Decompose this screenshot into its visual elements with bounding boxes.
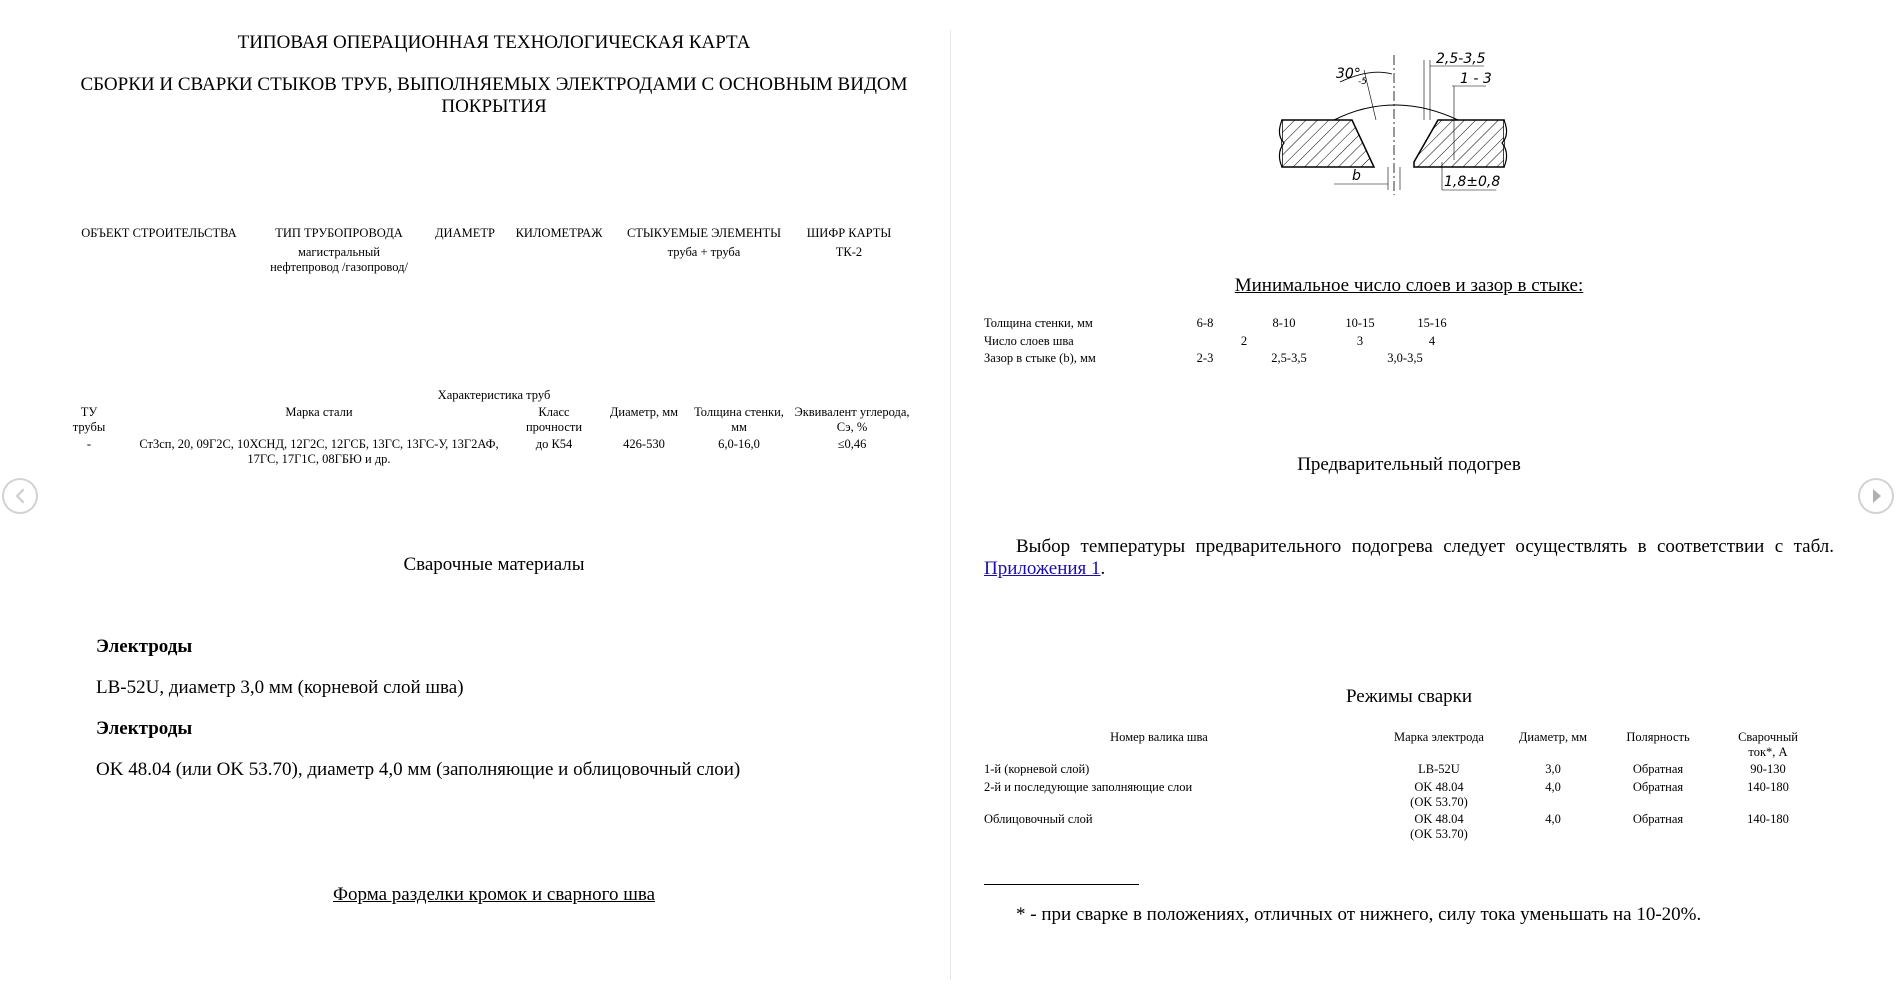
- row-label-layers: Число слоев шва: [984, 334, 1074, 348]
- row3-current: 140-180: [1747, 812, 1789, 826]
- gap-value-3: 3,0-3,5: [1387, 351, 1423, 365]
- electrodes-label-2: Электроды: [96, 718, 193, 739]
- col-pipe-diameter: Диаметр, мм: [609, 405, 679, 419]
- cell-tu: -: [86, 437, 92, 451]
- cell-wall-thickness: 6,0-16,0: [718, 437, 760, 451]
- weld-joint-drawing: [1274, 50, 1514, 200]
- col-steel-grade: Марка стали: [285, 405, 353, 419]
- footnote: * - при сварке в положениях, отличных от нижнего, силу тока уменьшать на 10-20%.: [1016, 904, 1702, 925]
- col-card-code: ШИФР КАРТЫ: [806, 226, 892, 240]
- row2-current: 140-180: [1747, 780, 1789, 794]
- cell-carbon-equivalent: ≤0,46: [837, 437, 867, 451]
- row-label-thickness: Толщина стенки, мм: [984, 316, 1093, 330]
- row2-bead: 2-й и последующие заполняющие слои: [984, 780, 1193, 794]
- col-pipeline-type: ТИП ТРУБОПРОВОДА: [275, 226, 403, 240]
- left-page: [64, 0, 924, 984]
- cell-pipe-diameter: 426-530: [623, 437, 665, 451]
- row1-polarity: Обратная: [1632, 762, 1684, 776]
- gap-value-2: 2,5-3,5: [1271, 351, 1307, 365]
- col-object: ОБЪЕКТ СТРОИТЕЛЬСТВА: [81, 226, 237, 240]
- cell-steel-grade: Ст3сп, 20, 09Г2С, 10ХСНД, 12Г2С, 12ГСБ, 13ГС, 13ГС-У, 13Г2АФ, 17ГС, 17Г1С, 08ГБЮ и др.: [139, 437, 499, 466]
- pipe-char-caption: Характеристика труб: [437, 388, 551, 402]
- cell-strength-class: до К54: [535, 437, 573, 451]
- row3-bead: Облицовочный слой: [984, 812, 1093, 826]
- angle-tolerance-label: -5: [1358, 77, 1367, 87]
- col-wall-thickness: Толщина стенки, мм: [694, 405, 784, 434]
- row2-electrode: OK 48.04: [1414, 780, 1464, 794]
- doc-subtitle: СБОРКИ И СВАРКИ СТЫКОВ ТРУБ, ВЫПОЛНЯЕМЫХ ЭЛЕКТРОДАМИ С ОСНОВНЫМ ВИДОМ ПОКРЫТИЯ: [80, 74, 908, 117]
- electrodes-text-1: LB-52U, диаметр 3,0 мм (корневой слой шва): [96, 677, 464, 698]
- value-pipeline-type: магистральный нефтепровод /газопровод/: [270, 245, 408, 274]
- right-page: [984, 0, 1834, 984]
- thickness-value-4: 15-16: [1417, 316, 1447, 330]
- layers-value-2: 3: [1356, 334, 1364, 348]
- layers-heading: Минимальное число слоев и зазор в стыке:: [1234, 275, 1584, 296]
- electrodes-text-2: OK 48.04 (или OK 53.70), диаметр 4,0 мм (заполняющие и облицовочный слои): [96, 759, 741, 780]
- page-divider: [950, 30, 951, 980]
- edge-preparation-heading: Форма разделки кромок и сварного шва: [332, 884, 656, 905]
- thickness-value-1: 6-8: [1196, 316, 1214, 330]
- row2-electrode-alt: (OK 53.70): [1410, 795, 1468, 809]
- row3-electrode-alt: (OK 53.70): [1410, 827, 1468, 841]
- next-page-button[interactable]: [1858, 478, 1894, 514]
- col-strength-class: Класс прочности: [525, 405, 583, 434]
- materials-heading: Сварочные материалы: [403, 554, 585, 575]
- doc-title: ТИПОВАЯ ОПЕРАЦИОННАЯ ТЕХНОЛОГИЧЕСКАЯ КАРТА: [237, 32, 751, 53]
- row-label-gap: Зазор в стыке (b), мм: [984, 351, 1096, 365]
- row3-diameter: 4,0: [1545, 812, 1561, 826]
- preheat-text: Выбор температуры предварительного подогрева следует осуществлять в соответствии с табл.: [1016, 536, 1834, 557]
- col-carbon-equivalent: Эквивалент углерода, Сэ, %: [794, 405, 910, 434]
- angle-label: 30°: [1336, 66, 1361, 82]
- col-diameter: ДИАМЕТР: [435, 226, 495, 240]
- dim-root-label: 1,8±0,8: [1444, 174, 1501, 190]
- dim-mid-label: 1 - 3: [1460, 71, 1492, 87]
- dim-gap-label: b: [1352, 168, 1361, 184]
- thickness-value-3: 10-15: [1345, 316, 1375, 330]
- thickness-value-2: 8-10: [1272, 316, 1296, 330]
- layers-value-3: 4: [1428, 334, 1436, 348]
- chevron-right-icon: [1860, 480, 1892, 512]
- appendix-1-link[interactable]: Приложения 1: [984, 558, 1101, 579]
- layers-value-1: 2: [1240, 334, 1248, 348]
- row1-current: 90-130: [1750, 762, 1786, 776]
- col-polarity: Полярность: [1626, 730, 1690, 744]
- col-tu: ТУ трубы: [72, 405, 106, 434]
- col-bead-number: Номер валика шва: [1110, 730, 1208, 744]
- row1-bead: 1-й (корневой слой): [984, 762, 1090, 776]
- electrodes-label-1: Электроды: [96, 636, 193, 657]
- dim-top-label: 2,5-3,5: [1436, 51, 1486, 67]
- gap-value-1: 2-3: [1196, 351, 1214, 365]
- row1-diameter: 3,0: [1545, 762, 1561, 776]
- col-kilometrage: КИЛОМЕТРАЖ: [515, 226, 603, 240]
- prev-page-button[interactable]: [2, 478, 38, 514]
- chevron-left-icon: [4, 480, 36, 512]
- value-card-code: ТК-2: [835, 245, 863, 259]
- row2-diameter: 4,0: [1545, 780, 1561, 794]
- col-current: Сварочный ток*, А: [1738, 730, 1798, 759]
- col-joined-elements: СТЫКУЕМЫЕ ЭЛЕМЕНТЫ: [626, 226, 782, 240]
- preheat-ref: [984, 558, 1834, 580]
- value-joined-elements: труба + труба: [667, 245, 741, 259]
- row2-polarity: Обратная: [1632, 780, 1684, 794]
- preheat-ref-period: .: [1100, 558, 1106, 579]
- row3-polarity: Обратная: [1632, 812, 1684, 826]
- preheat-heading: Предварительный подогрев: [1297, 454, 1521, 475]
- footnote-separator: [984, 884, 1139, 885]
- col-electrode-diameter: Диаметр, мм: [1518, 730, 1588, 744]
- row3-electrode: OK 48.04: [1414, 812, 1464, 826]
- col-electrode-brand: Марка электрода: [1394, 730, 1484, 744]
- row1-electrode: LB-52U: [1418, 762, 1460, 776]
- welding-modes-heading: Режимы сварки: [1345, 686, 1473, 707]
